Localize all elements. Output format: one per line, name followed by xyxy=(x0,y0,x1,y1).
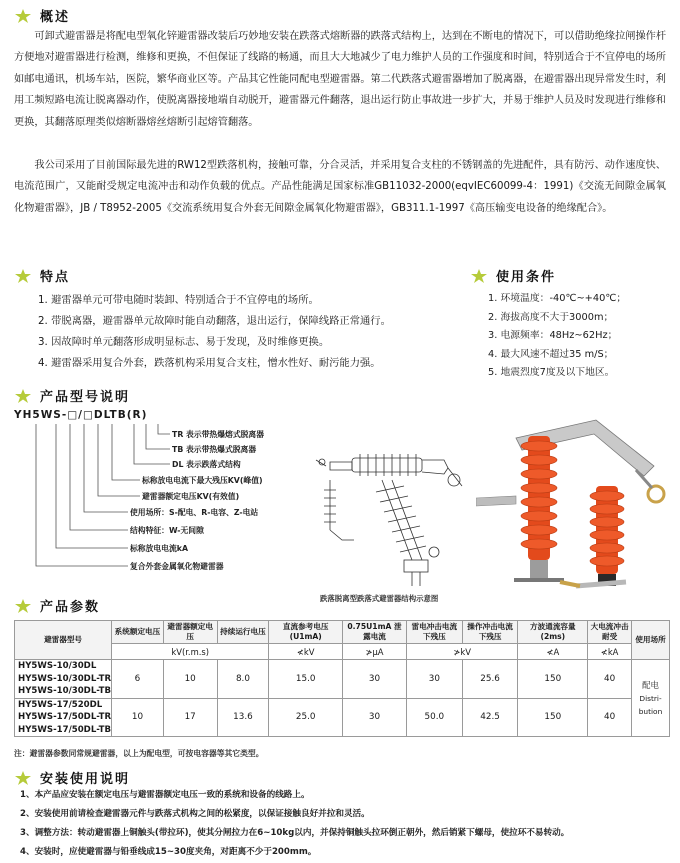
table-cell: 10 xyxy=(163,660,217,699)
table-cell: 25.0 xyxy=(269,698,343,737)
table-cell: 30 xyxy=(343,660,407,699)
table-cell: 10 xyxy=(112,698,164,737)
table-header: 操作冲击电流下残压 xyxy=(462,621,518,644)
overview-paragraph-1: 可卸式避雷器是将配电型氧化锌避雷器改装后巧妙地安装在跌落式熔断器的跌落式结构上，达到在不断电的情况下，可以借助绝缘拉闸操作杆方便地对避雷器进行检测，维修和更换，不但保证了线路的畅通，而且大大地减少了电力维护人员的工作强度和时间，特别适合于不宜停电的场所如邮电通讯，机场车站，医院，繁华商业区等。产品其它性能同配电型避雷器。第二代跌落式避雷器增加了脱离器，在避雷器出现异常发生时，利用工频短路电流让脱离器动作，使脱离器接地端自动脱开，避雷器元件翻落，退出运行防止事故进一步扩大，并易于维护人员及时发现进行维修和更换，其翻落原理类似熔断器熔丝熔断引起熔管翻落。 xyxy=(14,31,667,128)
star-icon xyxy=(14,269,32,283)
place-label-en: Distri-bution xyxy=(638,693,663,716)
params-table xyxy=(14,620,670,737)
legend-item: 结构特征：W-无间隙 xyxy=(130,526,204,535)
model-code: YH5WS-□/□DLTB(R) xyxy=(14,409,148,421)
list-item: 2. 带脱离器，避雷器单元故障时能自动翻落，退出运行，保障线路正常通行。 xyxy=(38,315,391,327)
section-install xyxy=(14,768,130,787)
table-cell: 6 xyxy=(112,660,164,699)
overview-paragraph-2: 我公司采用了目前国际最先进的RW12型跌落机构，接触可靠，分合灵活，并采用复合支柱的不锈钢盖的先进配件，具有防污、动作速度快、电流范围广，又能耐受规定电流冲击和动作负载的优点。产品性能满足国家标准GB11032-2000(eqvIEC60099-4：1991)《交流无间隙金属氧化物避雷器》，JB / T8952-2005《交流系统用复合外套无间隙金属氧化物避雷器》，GB311.1-1997《高压输变电设备的绝缘配合》。 xyxy=(14,160,666,214)
unit-cell: ≮kV xyxy=(269,644,343,660)
list-item: 4. 最大风速不超过35 m/S； xyxy=(488,348,614,360)
table-cell: 8.0 xyxy=(217,660,269,699)
diagram-caption: 跌落脱离型跌落式避雷器结构示意图 xyxy=(320,594,439,603)
overview-title: 概述 xyxy=(40,10,71,25)
table-header: 避雷器型号 xyxy=(15,621,112,660)
legend-item: 标称放电电流下最大残压KV(峰值) xyxy=(142,476,263,485)
unit-cell: ≮kA xyxy=(588,644,632,660)
list-item: 3. 因故障时单元翻落形成明显标志、易于发现，及时维修更换。 xyxy=(38,336,330,348)
model-name: HY5WS-17/520DL xyxy=(18,699,103,710)
table-header: 避雷器额定电压 xyxy=(163,621,217,644)
conditions-title: 使用条件 xyxy=(496,270,557,285)
unit-cell: kV(r.m.s) xyxy=(112,644,269,660)
table-header: 系统额定电压 xyxy=(112,621,164,644)
table-cell: 150 xyxy=(518,698,588,737)
table-cell: 40 xyxy=(588,698,632,737)
model-name: HY5WS-17/50DL-TR xyxy=(18,712,112,722)
place-label: 配电 xyxy=(642,679,659,690)
model-name: HY5WS-10/30DL xyxy=(18,661,97,671)
list-item: 3、调整方法：转动避雷器上铜触头(带拉环)，使其分闸拉力在6~10kg以内，并保持铜触头拉环倒正朝外，然后销紧下螺母，使拉环不易转动。 xyxy=(20,828,570,838)
table-header: 持续运行电压 xyxy=(217,621,269,644)
conditions-list xyxy=(488,290,626,383)
section-features xyxy=(14,266,70,285)
legend-item: TR 表示带热爆熔式脱离器 xyxy=(172,430,265,439)
section-params xyxy=(14,596,100,615)
model-name: HY5WS-17/50DL-TB xyxy=(18,724,112,735)
unit-cell: ≯μA xyxy=(343,644,407,660)
model-cell xyxy=(15,660,112,699)
features-list xyxy=(38,290,391,374)
list-item: 5. 地震烈度7度及以下地区。 xyxy=(488,367,615,378)
legend-item: 标称放电电流kA xyxy=(130,544,189,553)
table-cell: 13.6 xyxy=(217,698,269,737)
table-cell: 25.6 xyxy=(462,660,518,699)
table-cell: 17 xyxy=(163,698,217,737)
unit-cell: ≯kV xyxy=(406,644,518,660)
table-header: 0.75U1mA 泄露电流 xyxy=(343,621,407,644)
list-item: 1. 避雷器单元可带电随时装卸、特别适合于不宜停电的场所。 xyxy=(38,294,319,306)
table-cell: 150 xyxy=(518,660,588,699)
legend-item: 避雷器额定电压KV(有效值) xyxy=(142,492,240,501)
star-icon xyxy=(470,269,488,283)
install-list xyxy=(20,786,569,862)
unit-cell: ≮A xyxy=(518,644,588,660)
table-cell: 42.5 xyxy=(462,698,518,737)
section-model xyxy=(14,386,130,405)
legend-item: TB 表示带热爆式脱离器 xyxy=(172,445,257,454)
star-icon xyxy=(14,771,32,785)
table-cell: 30 xyxy=(406,660,462,699)
model-name: HY5WS-10/30DL-TR xyxy=(18,673,112,684)
table-header: 直流参考电压(U1mA) xyxy=(269,621,343,644)
legend-item: 复合外套金属氧化物避雷器 xyxy=(130,562,224,571)
install-title: 安装使用说明 xyxy=(40,772,131,787)
model-name: HY5WS-10/30DL-TB xyxy=(18,686,112,696)
table-cell: 50.0 xyxy=(406,698,462,737)
features-title: 特点 xyxy=(40,270,71,285)
list-item: 3. 电源频率：48Hz~62Hz； xyxy=(488,330,618,341)
place-cell xyxy=(632,660,670,737)
table-header: 方波通流容量(2ms) xyxy=(518,621,588,644)
product-photo xyxy=(476,410,670,596)
structure-diagram xyxy=(312,440,484,590)
table-cell: 40 xyxy=(588,660,632,699)
table-cell: 30 xyxy=(343,698,407,737)
table-header: 使用场所 xyxy=(632,621,670,660)
section-conditions xyxy=(470,266,556,285)
star-icon xyxy=(14,599,32,613)
list-item: 4、安装时，应使避雷器与铅垂线成15~30度夹角，对距离不少于200mm。 xyxy=(20,847,317,857)
table-cell: 15.0 xyxy=(269,660,343,699)
list-item: 1. 环境温度：-40℃~+40℃； xyxy=(488,293,627,304)
table-note: 注：避雷器参数同常规避雷器，以上为配电型，可按电容器等其它类型。 xyxy=(14,749,264,758)
legend-item: 使用场所：S-配电、R-电容、Z-电站 xyxy=(130,508,259,517)
list-item: 2. 海拔高度不大于3000m； xyxy=(488,311,614,323)
model-cell xyxy=(15,698,112,737)
star-icon xyxy=(14,9,32,23)
table-header: 雷电冲击电流下残压 xyxy=(406,621,462,644)
legend-item: DL 表示跌落式结构 xyxy=(172,460,241,469)
params-title: 产品参数 xyxy=(40,600,101,615)
section-overview xyxy=(14,6,70,25)
star-icon xyxy=(14,389,32,403)
list-item: 1、本产品应安装在额定电压与避雷器额定电压一致的系统和设备的线路上。 xyxy=(20,790,310,800)
list-item: 4. 避雷器采用复合外套，跌落机构采用复合支柱，憎水性好、耐污能力强。 xyxy=(38,357,381,369)
model-title: 产品型号说明 xyxy=(40,390,131,405)
list-item: 2、安装使用前请检查避雷器元件与跌落式机构之间的松紧度，以保证接触良好并拉和灵活。 xyxy=(20,809,370,819)
table-header: 大电流冲击耐受 xyxy=(588,621,632,644)
